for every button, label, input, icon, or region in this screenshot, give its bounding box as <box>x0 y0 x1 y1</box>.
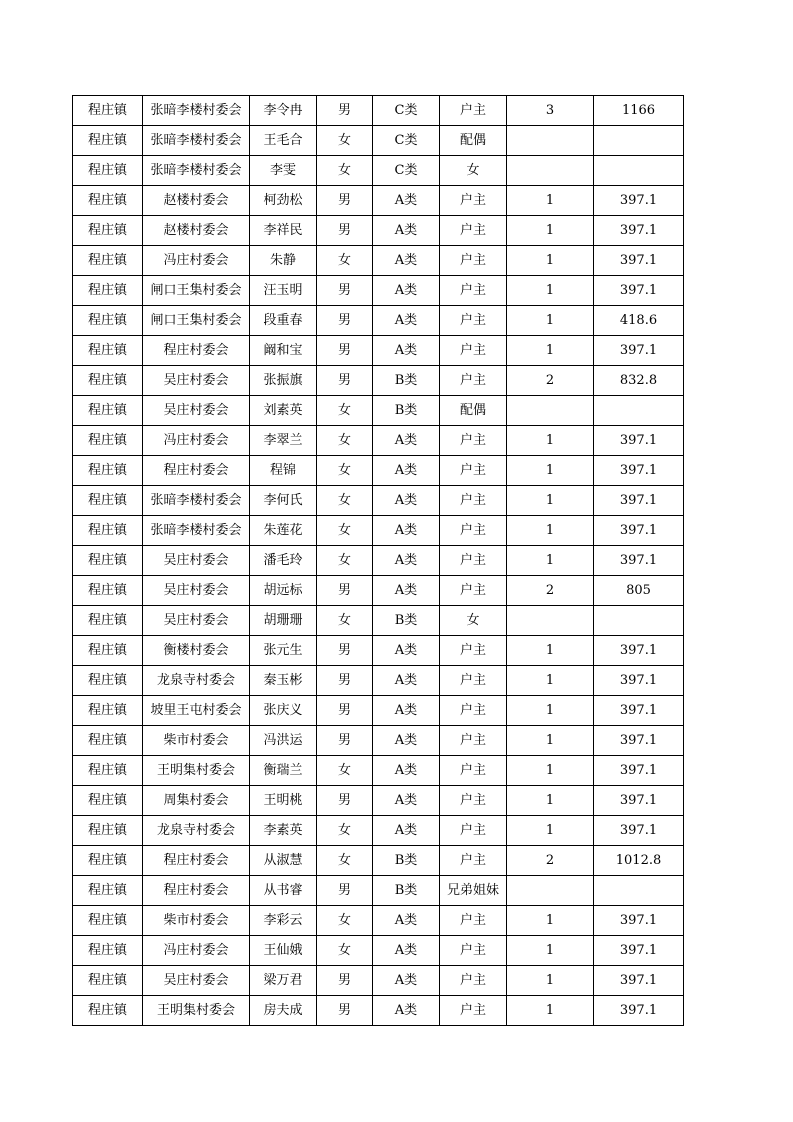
table-row <box>73 546 684 576</box>
household-size-cell: 1 <box>507 696 594 726</box>
town-cell: 程庄镇 <box>73 126 143 156</box>
village-committee-cell: 程庄村委会 <box>143 336 250 366</box>
gender-cell: 女 <box>317 816 373 846</box>
table-row <box>73 456 684 486</box>
name-cell: 阚和宝 <box>250 336 317 366</box>
relation-cell: 户主 <box>440 846 507 876</box>
gender-cell: 男 <box>317 876 373 906</box>
village-committee-cell: 程庄村委会 <box>143 846 250 876</box>
table-body <box>73 96 684 1026</box>
town-cell: 程庄镇 <box>73 426 143 456</box>
town-cell: 程庄镇 <box>73 246 143 276</box>
name-cell: 李彩云 <box>250 906 317 936</box>
town-cell: 程庄镇 <box>73 996 143 1026</box>
amount-cell: 832.8 <box>594 366 684 396</box>
table-row <box>73 606 684 636</box>
amount-cell: 397.1 <box>594 456 684 486</box>
household-size-cell: 1 <box>507 306 594 336</box>
town-cell: 程庄镇 <box>73 336 143 366</box>
name-cell: 朱莲花 <box>250 516 317 546</box>
relation-cell: 配偶 <box>440 126 507 156</box>
gender-cell: 女 <box>317 846 373 876</box>
category-cell: A类 <box>373 936 440 966</box>
gender-cell: 男 <box>317 186 373 216</box>
relation-cell: 户主 <box>440 906 507 936</box>
name-cell: 梁万君 <box>250 966 317 996</box>
name-cell: 张庆义 <box>250 696 317 726</box>
village-committee-cell: 龙泉寺村委会 <box>143 816 250 846</box>
gender-cell: 男 <box>317 96 373 126</box>
table-row <box>73 816 684 846</box>
town-cell: 程庄镇 <box>73 306 143 336</box>
household-size-cell: 1 <box>507 246 594 276</box>
relation-cell: 户主 <box>440 546 507 576</box>
household-size-cell: 1 <box>507 516 594 546</box>
amount-cell: 397.1 <box>594 966 684 996</box>
category-cell: A类 <box>373 576 440 606</box>
relation-cell: 女 <box>440 156 507 186</box>
table-row <box>73 96 684 126</box>
amount-cell: 397.1 <box>594 546 684 576</box>
name-cell: 王毛合 <box>250 126 317 156</box>
household-size-cell: 1 <box>507 666 594 696</box>
table-row <box>73 636 684 666</box>
amount-cell: 397.1 <box>594 666 684 696</box>
name-cell: 潘毛玲 <box>250 546 317 576</box>
village-committee-cell: 吴庄村委会 <box>143 966 250 996</box>
relief-roster-table <box>72 95 684 1026</box>
town-cell: 程庄镇 <box>73 846 143 876</box>
relation-cell: 户主 <box>440 816 507 846</box>
village-committee-cell: 周集村委会 <box>143 786 250 816</box>
village-committee-cell: 坡里王屯村委会 <box>143 696 250 726</box>
relation-cell: 户主 <box>440 516 507 546</box>
gender-cell: 女 <box>317 456 373 486</box>
village-committee-cell: 张暗李楼村委会 <box>143 486 250 516</box>
household-size-cell: 1 <box>507 966 594 996</box>
household-size-cell: 1 <box>507 426 594 456</box>
name-cell: 房夫成 <box>250 996 317 1026</box>
category-cell: A类 <box>373 636 440 666</box>
town-cell: 程庄镇 <box>73 966 143 996</box>
relation-cell: 户主 <box>440 726 507 756</box>
town-cell: 程庄镇 <box>73 936 143 966</box>
category-cell: A类 <box>373 996 440 1026</box>
household-size-cell: 1 <box>507 636 594 666</box>
amount-cell: 397.1 <box>594 426 684 456</box>
relief-roster-table-container <box>72 95 684 1026</box>
name-cell: 从书睿 <box>250 876 317 906</box>
category-cell: A类 <box>373 516 440 546</box>
gender-cell: 男 <box>317 306 373 336</box>
relation-cell: 户主 <box>440 216 507 246</box>
village-committee-cell: 程庄村委会 <box>143 876 250 906</box>
gender-cell: 女 <box>317 546 373 576</box>
household-size-cell <box>507 606 594 636</box>
amount-cell: 397.1 <box>594 996 684 1026</box>
town-cell: 程庄镇 <box>73 816 143 846</box>
household-size-cell: 1 <box>507 546 594 576</box>
village-committee-cell: 柴市村委会 <box>143 906 250 936</box>
town-cell: 程庄镇 <box>73 276 143 306</box>
gender-cell: 男 <box>317 336 373 366</box>
name-cell: 王仙娥 <box>250 936 317 966</box>
town-cell: 程庄镇 <box>73 186 143 216</box>
town-cell: 程庄镇 <box>73 516 143 546</box>
name-cell: 从淑慧 <box>250 846 317 876</box>
gender-cell: 男 <box>317 996 373 1026</box>
household-size-cell <box>507 156 594 186</box>
amount-cell: 1012.8 <box>594 846 684 876</box>
name-cell: 李令冉 <box>250 96 317 126</box>
town-cell: 程庄镇 <box>73 546 143 576</box>
household-size-cell: 2 <box>507 846 594 876</box>
amount-cell: 397.1 <box>594 336 684 366</box>
amount-cell: 397.1 <box>594 696 684 726</box>
name-cell: 程锦 <box>250 456 317 486</box>
village-committee-cell: 吴庄村委会 <box>143 546 250 576</box>
gender-cell: 男 <box>317 696 373 726</box>
gender-cell: 女 <box>317 606 373 636</box>
table-row <box>73 486 684 516</box>
table-row <box>73 366 684 396</box>
amount-cell <box>594 396 684 426</box>
relation-cell: 户主 <box>440 636 507 666</box>
relation-cell: 户主 <box>440 936 507 966</box>
amount-cell: 397.1 <box>594 936 684 966</box>
category-cell: A类 <box>373 456 440 486</box>
household-size-cell: 1 <box>507 726 594 756</box>
relation-cell: 户主 <box>440 756 507 786</box>
name-cell: 王明桃 <box>250 786 317 816</box>
household-size-cell: 1 <box>507 996 594 1026</box>
relation-cell: 户主 <box>440 336 507 366</box>
town-cell: 程庄镇 <box>73 216 143 246</box>
gender-cell: 男 <box>317 726 373 756</box>
village-committee-cell: 赵楼村委会 <box>143 186 250 216</box>
name-cell: 李祥民 <box>250 216 317 246</box>
village-committee-cell: 吴庄村委会 <box>143 396 250 426</box>
category-cell: B类 <box>373 606 440 636</box>
household-size-cell: 1 <box>507 186 594 216</box>
relation-cell: 户主 <box>440 966 507 996</box>
village-committee-cell: 张暗李楼村委会 <box>143 126 250 156</box>
category-cell: A类 <box>373 666 440 696</box>
household-size-cell: 1 <box>507 216 594 246</box>
category-cell: A类 <box>373 816 440 846</box>
village-committee-cell: 闸口王集村委会 <box>143 276 250 306</box>
town-cell: 程庄镇 <box>73 486 143 516</box>
relation-cell: 女 <box>440 606 507 636</box>
table-row <box>73 426 684 456</box>
gender-cell: 男 <box>317 276 373 306</box>
town-cell: 程庄镇 <box>73 726 143 756</box>
table-row <box>73 156 684 186</box>
category-cell: A类 <box>373 756 440 786</box>
amount-cell: 805 <box>594 576 684 606</box>
gender-cell: 男 <box>317 966 373 996</box>
table-row <box>73 516 684 546</box>
relation-cell: 兄弟姐妹 <box>440 876 507 906</box>
village-committee-cell: 王明集村委会 <box>143 996 250 1026</box>
name-cell: 衡瑞兰 <box>250 756 317 786</box>
table-row <box>73 696 684 726</box>
table-row <box>73 336 684 366</box>
table-row <box>73 966 684 996</box>
relation-cell: 户主 <box>440 306 507 336</box>
table-row <box>73 666 684 696</box>
gender-cell: 女 <box>317 426 373 456</box>
town-cell: 程庄镇 <box>73 636 143 666</box>
table-row <box>73 216 684 246</box>
town-cell: 程庄镇 <box>73 96 143 126</box>
village-committee-cell: 张暗李楼村委会 <box>143 96 250 126</box>
town-cell: 程庄镇 <box>73 786 143 816</box>
village-committee-cell: 程庄村委会 <box>143 456 250 486</box>
household-size-cell: 1 <box>507 456 594 486</box>
amount-cell: 397.1 <box>594 486 684 516</box>
table-row <box>73 906 684 936</box>
relation-cell: 户主 <box>440 186 507 216</box>
town-cell: 程庄镇 <box>73 666 143 696</box>
name-cell: 秦玉彬 <box>250 666 317 696</box>
name-cell: 段重春 <box>250 306 317 336</box>
name-cell: 朱静 <box>250 246 317 276</box>
category-cell: C类 <box>373 126 440 156</box>
category-cell: A类 <box>373 246 440 276</box>
category-cell: B类 <box>373 396 440 426</box>
village-committee-cell: 张暗李楼村委会 <box>143 516 250 546</box>
table-row <box>73 936 684 966</box>
amount-cell: 397.1 <box>594 636 684 666</box>
category-cell: A类 <box>373 216 440 246</box>
name-cell: 张振旗 <box>250 366 317 396</box>
gender-cell: 女 <box>317 936 373 966</box>
category-cell: B类 <box>373 366 440 396</box>
gender-cell: 男 <box>317 786 373 816</box>
relation-cell: 户主 <box>440 996 507 1026</box>
gender-cell: 男 <box>317 366 373 396</box>
amount-cell: 1166 <box>594 96 684 126</box>
gender-cell: 女 <box>317 516 373 546</box>
household-size-cell <box>507 876 594 906</box>
amount-cell: 397.1 <box>594 276 684 306</box>
amount-cell: 418.6 <box>594 306 684 336</box>
category-cell: A类 <box>373 726 440 756</box>
gender-cell: 女 <box>317 126 373 156</box>
amount-cell <box>594 876 684 906</box>
village-committee-cell: 吴庄村委会 <box>143 366 250 396</box>
amount-cell: 397.1 <box>594 186 684 216</box>
table-row <box>73 576 684 606</box>
category-cell: A类 <box>373 306 440 336</box>
household-size-cell: 1 <box>507 816 594 846</box>
household-size-cell: 1 <box>507 936 594 966</box>
town-cell: 程庄镇 <box>73 456 143 486</box>
town-cell: 程庄镇 <box>73 366 143 396</box>
amount-cell <box>594 126 684 156</box>
table-row <box>73 996 684 1026</box>
amount-cell: 397.1 <box>594 756 684 786</box>
gender-cell: 女 <box>317 906 373 936</box>
relation-cell: 户主 <box>440 576 507 606</box>
amount-cell: 397.1 <box>594 816 684 846</box>
amount-cell <box>594 606 684 636</box>
name-cell: 李雯 <box>250 156 317 186</box>
amount-cell: 397.1 <box>594 216 684 246</box>
name-cell: 汪玉明 <box>250 276 317 306</box>
amount-cell: 397.1 <box>594 246 684 276</box>
village-committee-cell: 龙泉寺村委会 <box>143 666 250 696</box>
village-committee-cell: 闸口王集村委会 <box>143 306 250 336</box>
village-committee-cell: 王明集村委会 <box>143 756 250 786</box>
household-size-cell: 1 <box>507 786 594 816</box>
amount-cell: 397.1 <box>594 906 684 936</box>
relation-cell: 户主 <box>440 96 507 126</box>
gender-cell: 女 <box>317 756 373 786</box>
town-cell: 程庄镇 <box>73 156 143 186</box>
table-row <box>73 726 684 756</box>
gender-cell: 女 <box>317 486 373 516</box>
town-cell: 程庄镇 <box>73 906 143 936</box>
village-committee-cell: 吴庄村委会 <box>143 606 250 636</box>
relation-cell: 户主 <box>440 246 507 276</box>
amount-cell <box>594 156 684 186</box>
table-row <box>73 186 684 216</box>
category-cell: B类 <box>373 876 440 906</box>
village-committee-cell: 冯庄村委会 <box>143 936 250 966</box>
amount-cell: 397.1 <box>594 726 684 756</box>
relation-cell: 户主 <box>440 426 507 456</box>
town-cell: 程庄镇 <box>73 756 143 786</box>
relation-cell: 户主 <box>440 486 507 516</box>
village-committee-cell: 吴庄村委会 <box>143 576 250 606</box>
gender-cell: 男 <box>317 636 373 666</box>
town-cell: 程庄镇 <box>73 696 143 726</box>
gender-cell: 女 <box>317 156 373 186</box>
category-cell: A类 <box>373 186 440 216</box>
household-size-cell <box>507 126 594 156</box>
name-cell: 刘素英 <box>250 396 317 426</box>
household-size-cell: 1 <box>507 906 594 936</box>
name-cell: 李素英 <box>250 816 317 846</box>
household-size-cell: 2 <box>507 366 594 396</box>
table-row <box>73 246 684 276</box>
table-row <box>73 276 684 306</box>
household-size-cell: 1 <box>507 486 594 516</box>
household-size-cell: 1 <box>507 756 594 786</box>
household-size-cell <box>507 396 594 426</box>
name-cell: 柯劲松 <box>250 186 317 216</box>
gender-cell: 女 <box>317 246 373 276</box>
household-size-cell: 1 <box>507 276 594 306</box>
category-cell: A类 <box>373 906 440 936</box>
table-row <box>73 846 684 876</box>
name-cell: 胡珊珊 <box>250 606 317 636</box>
name-cell: 张元生 <box>250 636 317 666</box>
table-row <box>73 756 684 786</box>
household-size-cell: 3 <box>507 96 594 126</box>
table-row <box>73 396 684 426</box>
table-row <box>73 306 684 336</box>
category-cell: A类 <box>373 546 440 576</box>
relation-cell: 户主 <box>440 456 507 486</box>
table-row <box>73 786 684 816</box>
relation-cell: 配偶 <box>440 396 507 426</box>
village-committee-cell: 张暗李楼村委会 <box>143 156 250 186</box>
name-cell: 李翠兰 <box>250 426 317 456</box>
relation-cell: 户主 <box>440 786 507 816</box>
category-cell: C类 <box>373 96 440 126</box>
town-cell: 程庄镇 <box>73 876 143 906</box>
village-committee-cell: 赵楼村委会 <box>143 216 250 246</box>
gender-cell: 男 <box>317 216 373 246</box>
village-committee-cell: 衡楼村委会 <box>143 636 250 666</box>
category-cell: A类 <box>373 276 440 306</box>
table-row <box>73 876 684 906</box>
town-cell: 程庄镇 <box>73 396 143 426</box>
category-cell: A类 <box>373 426 440 456</box>
name-cell: 胡远标 <box>250 576 317 606</box>
gender-cell: 男 <box>317 666 373 696</box>
gender-cell: 男 <box>317 576 373 606</box>
table-row <box>73 126 684 156</box>
name-cell: 冯洪运 <box>250 726 317 756</box>
category-cell: B类 <box>373 846 440 876</box>
amount-cell: 397.1 <box>594 516 684 546</box>
gender-cell: 女 <box>317 396 373 426</box>
household-size-cell: 1 <box>507 336 594 366</box>
relation-cell: 户主 <box>440 666 507 696</box>
relation-cell: 户主 <box>440 366 507 396</box>
relation-cell: 户主 <box>440 276 507 306</box>
household-size-cell: 2 <box>507 576 594 606</box>
relation-cell: 户主 <box>440 696 507 726</box>
category-cell: A类 <box>373 786 440 816</box>
village-committee-cell: 冯庄村委会 <box>143 246 250 276</box>
name-cell: 李何氏 <box>250 486 317 516</box>
category-cell: A类 <box>373 696 440 726</box>
village-committee-cell: 冯庄村委会 <box>143 426 250 456</box>
category-cell: C类 <box>373 156 440 186</box>
amount-cell: 397.1 <box>594 786 684 816</box>
town-cell: 程庄镇 <box>73 606 143 636</box>
town-cell: 程庄镇 <box>73 576 143 606</box>
village-committee-cell: 柴市村委会 <box>143 726 250 756</box>
category-cell: A类 <box>373 336 440 366</box>
category-cell: A类 <box>373 486 440 516</box>
category-cell: A类 <box>373 966 440 996</box>
